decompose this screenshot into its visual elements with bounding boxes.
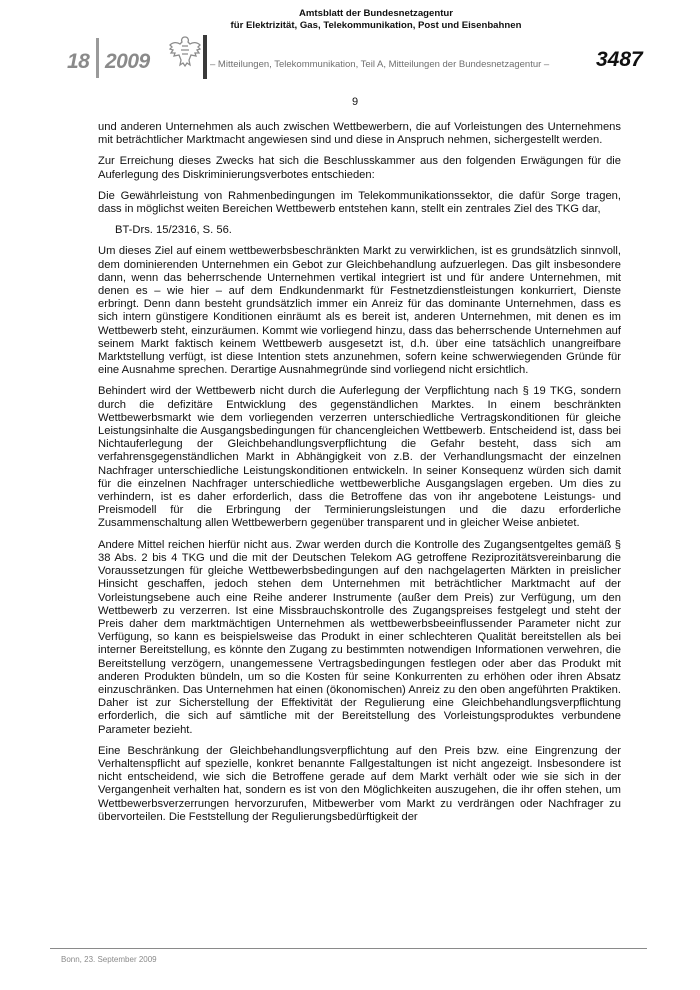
issue-separator — [96, 38, 99, 78]
paragraph: Die Gewährleistung von Rahmenbedingungen im Telekommunikationssektor, die dafür Sorge tragen, dass in möglichst weiten Bereichen Wettbewerb entstehen kann, stellt ein zentrales Ziel des TKG dar, — [98, 189, 621, 216]
paragraph: Behindert wird der Wettbewerb nicht durch die Auferlegung der Verpflichtung nach § 19 TKG, sondern durch die defizitäre Entwicklung des gegenständlichen Marktes. In einem beschränkten Wettbewerbsmarkt wie dem vorliegenden verzerren unterschiedliche Vertragskonditionen für gleiche Leistungsinhalte die Ausgangsbedingungen für chancengleichen Wettbewerb. Entscheidend ist, dass bei Nichtauferlegung der Gleichbehandlungsverpflichtung die Gefahr besteht, dass sich am verfahrensgegenständlichen Markt in Abhängigkeit von z.B. der Verhandlungsmacht der einzelnen Nachfrager unterschiedliche Leistungskonditionen entwickeln. In seiner Konsequenz würden sich damit für die einzelnen Nachfrager unterschiedliche wettbewerbliche Ausgangslagen ergeben. Um dies zu verhindern, ist es daher erforderlich, dass die Betroffene das von ihr angebotene Leistungs- und Preismodell für die Erbringung der Terminierungsleistungen und die dazu erforderliche Zusammenschaltung allen Wettbewerbern gegenüber transparent und in gleicher Weise anbietet. — [98, 385, 621, 530]
header-divider-bar — [203, 35, 207, 79]
gazette-title — [226, 8, 526, 32]
paragraph: Zur Erreichung dieses Zwecks hat sich die Beschlusskammer aus den folgenden Erwägungen für die Auferlegung des Diskriminierungsverbotes entschieden: — [98, 155, 621, 181]
paragraph: und anderen Unternehmen als auch zwischen Wettbewerbern, die auf Vorleistungen des Unternehmens mit beträchtlicher Marktmacht angewiesen sind und diese in Anspruch nehmen, sichergestellt werden. — [98, 121, 621, 147]
document-page-number: 9 — [352, 96, 359, 108]
federal-eagle-icon — [169, 34, 201, 68]
body-text — [98, 121, 621, 832]
paragraph: Eine Beschränkung der Gleichbehandlungsverpflichtung auf den Preis bzw. eine Eingrenzung der Verhaltenspflicht auf spezielle, konkret benannte Fallgestaltungen ist nicht angezeigt. Insbesondere ist nicht entscheidend, wie sich die Betroffene gerade auf dem Markt verhält oder wie sie sich in der Vergangenheit verhalten hat, sondern es ist von den Möglichkeiten auszugehen, die ihr offen stehen, um Wettbewerbsverzerrungen hervorzurufen, Mitbewerber vom Markt zu verdrängen oder Nachfrager zu übervorteilen. Die Feststellung der Regulierungsbedürftigkeit der — [98, 744, 621, 823]
footer-rule — [50, 948, 647, 949]
issue-year: 2009 — [105, 50, 150, 73]
issue-number: 18 — [67, 50, 90, 73]
footer-place-date: Bonn, 23. September 2009 — [61, 955, 157, 964]
paragraph: Andere Mittel reichen hierfür nicht aus. Zwar werden durch die Kontrolle des Zugangsentgeltes gemäß § 38 Abs. 2 bis 4 TKG und die mit der Deutschen Telekom AG getroffene Reziprozitätsvereinbarung die Voraussetzungen für gleiche Wettbewerbsbedingungen auf den nachgelagerten Märkten in preislicher Hinsicht geschaffen, jedoch stehen dem Unternehmen mit beträchtlicher Marktmacht auf der Vorleistungsebene auch eine Reihe anderer Instrumente (außer dem Preis) zur Verfügung, um den Wettbewerb zu verzerren. Ist eine Missbrauchskontrolle des Zugangspreises festgelegt und steht der Preis daher dem marktmächtigen Unternehmen als wettbewerbsbeeinflussender Parameter nicht zur Verfügung, so kann es beispielsweise das Produkt in einer schlechteren Qualität bereitstellen als bei interner Bereitstellung, es könnte den Zugang zu bestimmten notwendigen Informationen verwehren, die Bereitstellung verzögern, unangemessene Vertragsbedingungen festlegen oder aber das Produkt mit anderen Produkten bündeln, um so die Kosten für seine Konkurrenten zu erhöhen oder ihren Absatz einzuschränken. Das Unternehmen hat einen (ökonomischen) Anreiz zu den oben angeführten Praktiken. Daher ist zur Sicherstellung der Effektivität der Regulierung eine Gleichbehandlungsverpflichtung erforderlich, die sich auf sämtliche mit der Bereitstellung des Vorleistungsproduktes verbundene Parameter bezieht. — [98, 538, 621, 736]
citation: BT-Drs. 15/2316, S. 56. — [115, 224, 232, 237]
gazette-title-line-1: Amtsblatt der Bundesnetzagentur — [298, 8, 454, 19]
gazette-subtitle: – Mitteilungen, Telekommunikation, Teil A, Mitteilungen der Bundesnetzagentur – — [210, 59, 550, 70]
page-number: 3487 — [596, 48, 643, 71]
gazette-title-line-2: für Elektrizität, Gas, Telekommunikation, Post und Eisenbahnen — [230, 20, 522, 31]
paragraph: Um dieses Ziel auf einem wettbewerbsbeschränkten Markt zu verwirklichen, ist es grundsätzlich sinnvoll, dem dominierenden Unternehmen ein Gebot zur Gleichbehandlung aufzuerlegen. Das gilt insbesondere dann, wenn das beherrschende Unternehmen vertikal integriert ist und für andere Unternehmen, mit denen es – wie hier – auf dem Endkundenmarkt für Festnetzdienstleistungen konkurriert, Dienste erbringt. Denn dann besteht grundsätzlich immer ein Anreiz für das dominante Unternehmen, dass es sich intern günstigere Konditionen einräumt als es bereit ist, anderen Unternehmen, mit denen es im Wettbewerb steht, einzuräumen. Kommt wie vorliegend hinzu, dass das beherrschende Unternehmen auf seinem Markt faktisch keinem Wettbewerb ausgesetzt ist, d.h. über eine tatsächlich unangreifbare Marktstellung verfügt, ist diese Intention stets anzunehmen, sofern keine schwerwiegenden Gründe für eine Ausnahme sprechen. Derartige Ausnahmegründe sind vorliegend nicht ersichtlich. — [98, 245, 621, 377]
